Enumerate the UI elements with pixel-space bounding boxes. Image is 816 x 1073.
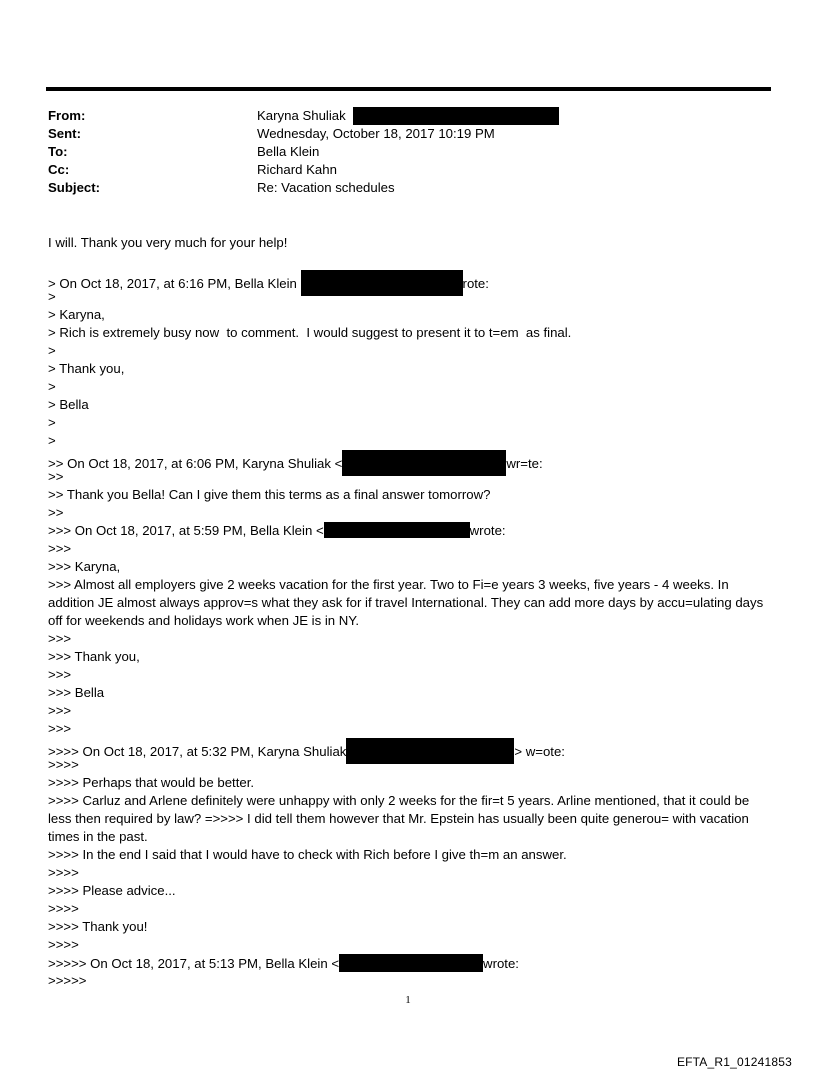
sent-value: Wednesday, October 18, 2017 10:19 PM <box>257 126 495 141</box>
subject-label: Subject: <box>48 180 101 195</box>
header-rule <box>46 87 771 91</box>
body-line: >>>> Thank you! <box>48 919 148 934</box>
from-label: From: <box>48 108 86 123</box>
quote-header-text: >>>> On Oct 18, 2017, at 5:32 PM, Karyna Shuliak <box>48 744 347 759</box>
email-body <box>48 234 770 990</box>
email-header <box>48 107 768 197</box>
redaction-block <box>339 954 483 972</box>
quote-header-text: >>>>> On Oct 18, 2017, at 5:13 PM, Bella Klein < <box>48 956 340 971</box>
body-line: > <box>48 433 56 448</box>
redaction-block <box>342 450 506 476</box>
blank-line <box>48 252 770 270</box>
body-line: >>> Thank you, <box>48 649 140 664</box>
page-number: 1 <box>405 994 411 1006</box>
redaction-block <box>324 522 470 538</box>
from-value <box>257 107 559 125</box>
body-paragraph: >>>> Carluz and Arlene definitely were unhappy with only 2 weeks for the fir=t 5 years. Arline mentioned, that it could be less then required by law? =>>>> I did tell them however that Mr. Epstein has usually been quite generou= with vacation times in the past. <box>48 793 750 844</box>
body-line: > Rich is extremely busy now to comment. I would suggest to present it to t=em as final. <box>48 325 572 340</box>
body-line: > Bella <box>48 397 89 412</box>
body-line: >>> Karyna, <box>48 559 121 574</box>
cc-row <box>48 161 768 179</box>
body-line: >>>> <box>48 865 79 880</box>
sent-row <box>48 125 768 143</box>
quote-header-tail: wrote: <box>469 523 506 538</box>
to-value: Bella Klein <box>257 144 320 159</box>
body-line: >>> <box>48 721 72 736</box>
to-row <box>48 143 768 161</box>
quote-header-line <box>48 738 770 759</box>
quote-header-tail: > w=ote: <box>514 744 565 759</box>
body-line: >> <box>48 505 64 520</box>
redaction-block <box>301 270 463 296</box>
body-line: >>>> <box>48 757 79 772</box>
redaction-block <box>353 107 559 125</box>
bates-number: EFTA_R1_01241853 <box>676 1055 792 1069</box>
body-line: >>>> Please advice... <box>48 883 176 898</box>
quote-header-line <box>48 450 770 471</box>
to-label: To: <box>48 144 68 159</box>
body-line: >>>>> <box>48 973 87 988</box>
quote-header-text: > On Oct 18, 2017, at 6:16 PM, Bella Klein <box>48 276 301 291</box>
body-line: >>> <box>48 703 72 718</box>
subject-value: Re: Vacation schedules <box>257 180 395 195</box>
body-paragraph: >>> Almost all employers give 2 weeks vacation for the first year. Two to Fi=e years 3 weeks, five years - 4 weeks. In addition JE almost always approv=s what they ask for if travel International. They can add more days by accu=ulating days off for weekends and holidays work when JE is in NY. <box>48 577 764 628</box>
quote-header-text: >>> On Oct 18, 2017, at 5:59 PM, Bella Klein < <box>48 523 324 538</box>
body-line: >>>> Perhaps that would be better. <box>48 775 255 790</box>
body-line: > Karyna, <box>48 307 105 322</box>
body-line: > Thank you, <box>48 361 125 376</box>
from-row <box>48 107 768 125</box>
body-line: > <box>48 415 56 430</box>
quote-header-tail: wr=te: <box>506 456 543 471</box>
body-line: >>> <box>48 631 72 646</box>
body-line: I will. Thank you very much for your help! <box>48 235 288 250</box>
body-line: >>> Bella <box>48 685 105 700</box>
quote-header-tail: rote: <box>462 276 489 291</box>
quote-header-line <box>48 522 770 540</box>
from-name: Karyna Shuliak <box>257 108 346 123</box>
quote-header-line <box>48 270 770 291</box>
quote-header-tail: wrote: <box>483 956 519 971</box>
body-line: >> <box>48 469 64 484</box>
cc-label: Cc: <box>48 162 70 177</box>
quote-header-text: >> On Oct 18, 2017, at 6:06 PM, Karyna Shuliak < <box>48 456 343 471</box>
body-line: > <box>48 343 56 358</box>
body-line: > <box>48 379 56 394</box>
subject-row <box>48 179 768 197</box>
body-line: >> Thank you Bella! Can I give them this terms as a final answer tomorrow? <box>48 487 491 502</box>
quote-header-line <box>48 954 770 972</box>
cc-value: Richard Kahn <box>257 162 337 177</box>
body-line: >>>> In the end I said that I would have to check with Rich before I give th=m an answer. <box>48 847 567 862</box>
body-line: >>> <box>48 541 72 556</box>
redaction-block <box>346 738 514 764</box>
body-line: > <box>48 289 56 304</box>
body-line: >>>> <box>48 937 79 952</box>
body-line: >>>> <box>48 901 79 916</box>
sent-label: Sent: <box>48 126 81 141</box>
body-line: >>> <box>48 667 72 682</box>
